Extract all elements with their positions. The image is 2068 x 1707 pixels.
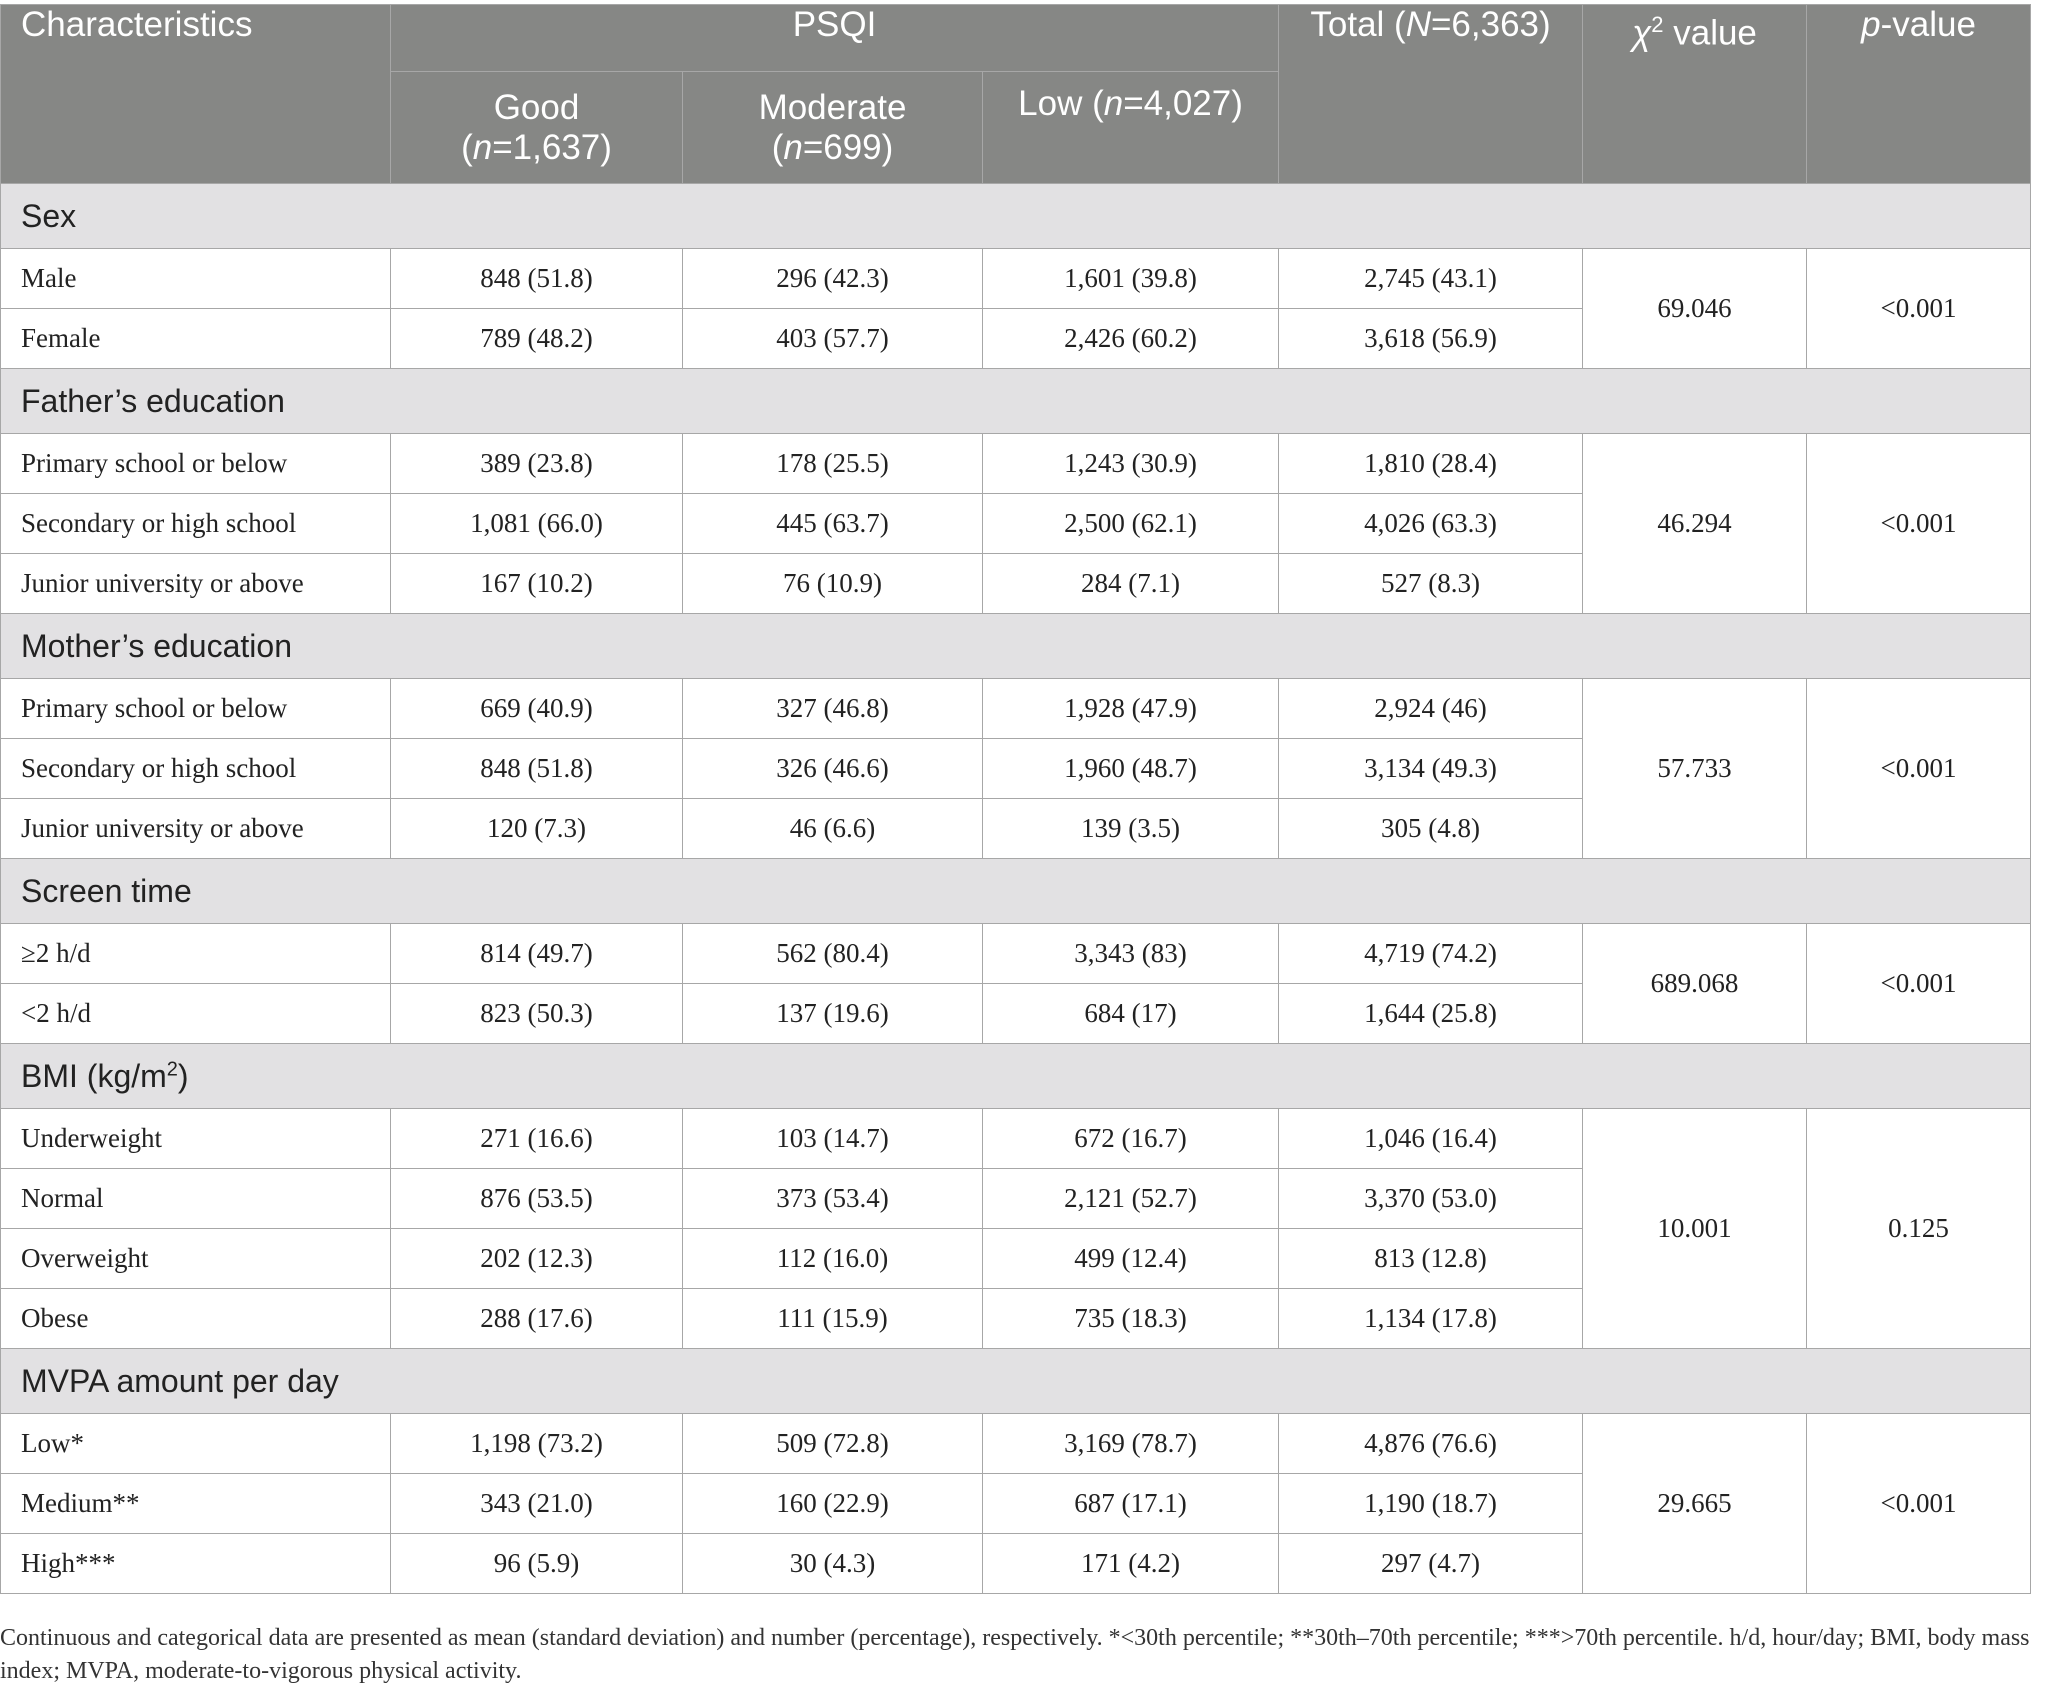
low-cell: 1,928 (47.9) [983,679,1279,739]
good-cell: 789 (48.2) [391,309,683,369]
chi-value-cell: 29.665 [1583,1414,1807,1594]
good-header: Good (n=1,637) [391,72,683,184]
row-label: High*** [1,1534,391,1594]
low-cell: 139 (3.5) [983,799,1279,859]
row-label: Overweight [1,1229,391,1289]
characteristics-header: Characteristics [1,5,391,184]
p-value-cell: <0.001 [1807,434,2031,614]
low-cell: 3,169 (78.7) [983,1414,1279,1474]
moderate-cell: 509 (72.8) [683,1414,983,1474]
chi-value-cell: 57.733 [1583,679,1807,859]
moderate-cell: 112 (16.0) [683,1229,983,1289]
total-cell: 527 (8.3) [1279,554,1583,614]
low-cell: 3,343 (83) [983,924,1279,984]
psqi-header: PSQI [391,5,1279,72]
table-footnote: Continuous and categorical data are presented as mean (standard deviation) and number (percentage), respectively. *<30th percentile; **30th–70th percentile; ***>70th percentile. h/d, hour/day; BMI, body mass index; MVPA, moderate-to-vigorous physical activity. [0,1625,2030,1684]
total-cell: 813 (12.8) [1279,1229,1583,1289]
total-cell: 3,618 (56.9) [1279,309,1583,369]
p-header: p-value [1807,5,2031,184]
total-cell: 1,190 (18.7) [1279,1474,1583,1534]
row-label: Underweight [1,1109,391,1169]
low-cell: 171 (4.2) [983,1534,1279,1594]
total-cell: 3,134 (49.3) [1279,739,1583,799]
moderate-cell: 111 (15.9) [683,1289,983,1349]
good-cell: 1,198 (73.2) [391,1414,683,1474]
good-cell: 814 (49.7) [391,924,683,984]
low-cell: 1,243 (30.9) [983,434,1279,494]
section-title: MVPA amount per day [1,1349,2031,1414]
low-cell: 1,960 (48.7) [983,739,1279,799]
moderate-cell: 178 (25.5) [683,434,983,494]
moderate-cell: 30 (4.3) [683,1534,983,1594]
good-cell: 202 (12.3) [391,1229,683,1289]
low-cell: 684 (17) [983,984,1279,1044]
total-cell: 2,924 (46) [1279,679,1583,739]
row-label: Primary school or below [1,679,391,739]
row-label: Secondary or high school [1,494,391,554]
section-title: Sex [1,184,2031,249]
total-cell: 3,370 (53.0) [1279,1169,1583,1229]
p-value-cell: 0.125 [1807,1109,2031,1349]
row-label: Low* [1,1414,391,1474]
table-row [1,1414,2031,1474]
table-row [1,249,2031,309]
table-row [1,924,2031,984]
characteristics-table [0,4,2031,1594]
low-cell: 2,121 (52.7) [983,1169,1279,1229]
moderate-cell: 296 (42.3) [683,249,983,309]
good-cell: 271 (16.6) [391,1109,683,1169]
moderate-cell: 403 (57.7) [683,309,983,369]
row-label: Normal [1,1169,391,1229]
p-value-cell: <0.001 [1807,249,2031,369]
good-cell: 389 (23.8) [391,434,683,494]
row-label: <2 h/d [1,984,391,1044]
total-cell: 297 (4.7) [1279,1534,1583,1594]
good-cell: 343 (21.0) [391,1474,683,1534]
good-cell: 96 (5.9) [391,1534,683,1594]
low-cell: 687 (17.1) [983,1474,1279,1534]
section-row [1,859,2031,924]
section-row [1,184,2031,249]
low-cell: 2,426 (60.2) [983,309,1279,369]
good-cell: 288 (17.6) [391,1289,683,1349]
moderate-cell: 445 (63.7) [683,494,983,554]
table-row [1,1109,2031,1169]
moderate-cell: 326 (46.6) [683,739,983,799]
moderate-cell: 373 (53.4) [683,1169,983,1229]
moderate-cell: 137 (19.6) [683,984,983,1044]
low-cell: 284 (7.1) [983,554,1279,614]
row-label: Female [1,309,391,369]
moderate-cell: 562 (80.4) [683,924,983,984]
low-cell: 499 (12.4) [983,1229,1279,1289]
moderate-cell: 76 (10.9) [683,554,983,614]
total-cell: 4,026 (63.3) [1279,494,1583,554]
section-row [1,614,2031,679]
row-label: Junior university or above [1,799,391,859]
good-cell: 669 (40.9) [391,679,683,739]
row-label: Male [1,249,391,309]
section-row [1,1349,2031,1414]
chi-value-cell: 10.001 [1583,1109,1807,1349]
section-row [1,1044,2031,1109]
moderate-cell: 327 (46.8) [683,679,983,739]
p-value-cell: <0.001 [1807,679,2031,859]
good-cell: 876 (53.5) [391,1169,683,1229]
section-title: Father’s education [1,369,2031,434]
section-row [1,369,2031,434]
total-cell: 1,644 (25.8) [1279,984,1583,1044]
row-label: Obese [1,1289,391,1349]
total-header: Total (N=6,363) [1279,5,1583,184]
row-label: Primary school or below [1,434,391,494]
moderate-header: Moderate (n=699) [683,72,983,184]
section-title: Screen time [1,859,2031,924]
low-cell: 735 (18.3) [983,1289,1279,1349]
good-cell: 1,081 (66.0) [391,494,683,554]
total-cell: 1,810 (28.4) [1279,434,1583,494]
table-row [1,679,2031,739]
good-cell: 823 (50.3) [391,984,683,1044]
chi-value-cell: 69.046 [1583,249,1807,369]
chi-value-cell: 689.068 [1583,924,1807,1044]
low-cell: 1,601 (39.8) [983,249,1279,309]
good-cell: 848 (51.8) [391,739,683,799]
moderate-cell: 46 (6.6) [683,799,983,859]
good-cell: 167 (10.2) [391,554,683,614]
header-row [1,5,2031,72]
total-cell: 4,719 (74.2) [1279,924,1583,984]
total-cell: 1,046 (16.4) [1279,1109,1583,1169]
low-cell: 672 (16.7) [983,1109,1279,1169]
table-body [1,184,2031,1594]
row-label: ≥2 h/d [1,924,391,984]
total-cell: 2,745 (43.1) [1279,249,1583,309]
chi-header: $\chi^2$ value [1583,5,1807,184]
row-label: Junior university or above [1,554,391,614]
chi-value-cell: 46.294 [1583,434,1807,614]
good-cell: 848 (51.8) [391,249,683,309]
good-cell: 120 (7.3) [391,799,683,859]
total-cell: 1,134 (17.8) [1279,1289,1583,1349]
moderate-cell: 103 (14.7) [683,1109,983,1169]
p-value-cell: <0.001 [1807,924,2031,1044]
total-cell: 305 (4.8) [1279,799,1583,859]
row-label: Secondary or high school [1,739,391,799]
moderate-cell: 160 (22.9) [683,1474,983,1534]
table-row [1,434,2031,494]
total-cell: 4,876 (76.6) [1279,1414,1583,1474]
row-label: Medium** [1,1474,391,1534]
section-title: BMI $(kg/m^2)$ [1,1044,2031,1109]
low-header: Low (n=4,027) [983,72,1279,184]
low-cell: 2,500 (62.1) [983,494,1279,554]
p-value-cell: <0.001 [1807,1414,2031,1594]
section-title: Mother’s education [1,614,2031,679]
